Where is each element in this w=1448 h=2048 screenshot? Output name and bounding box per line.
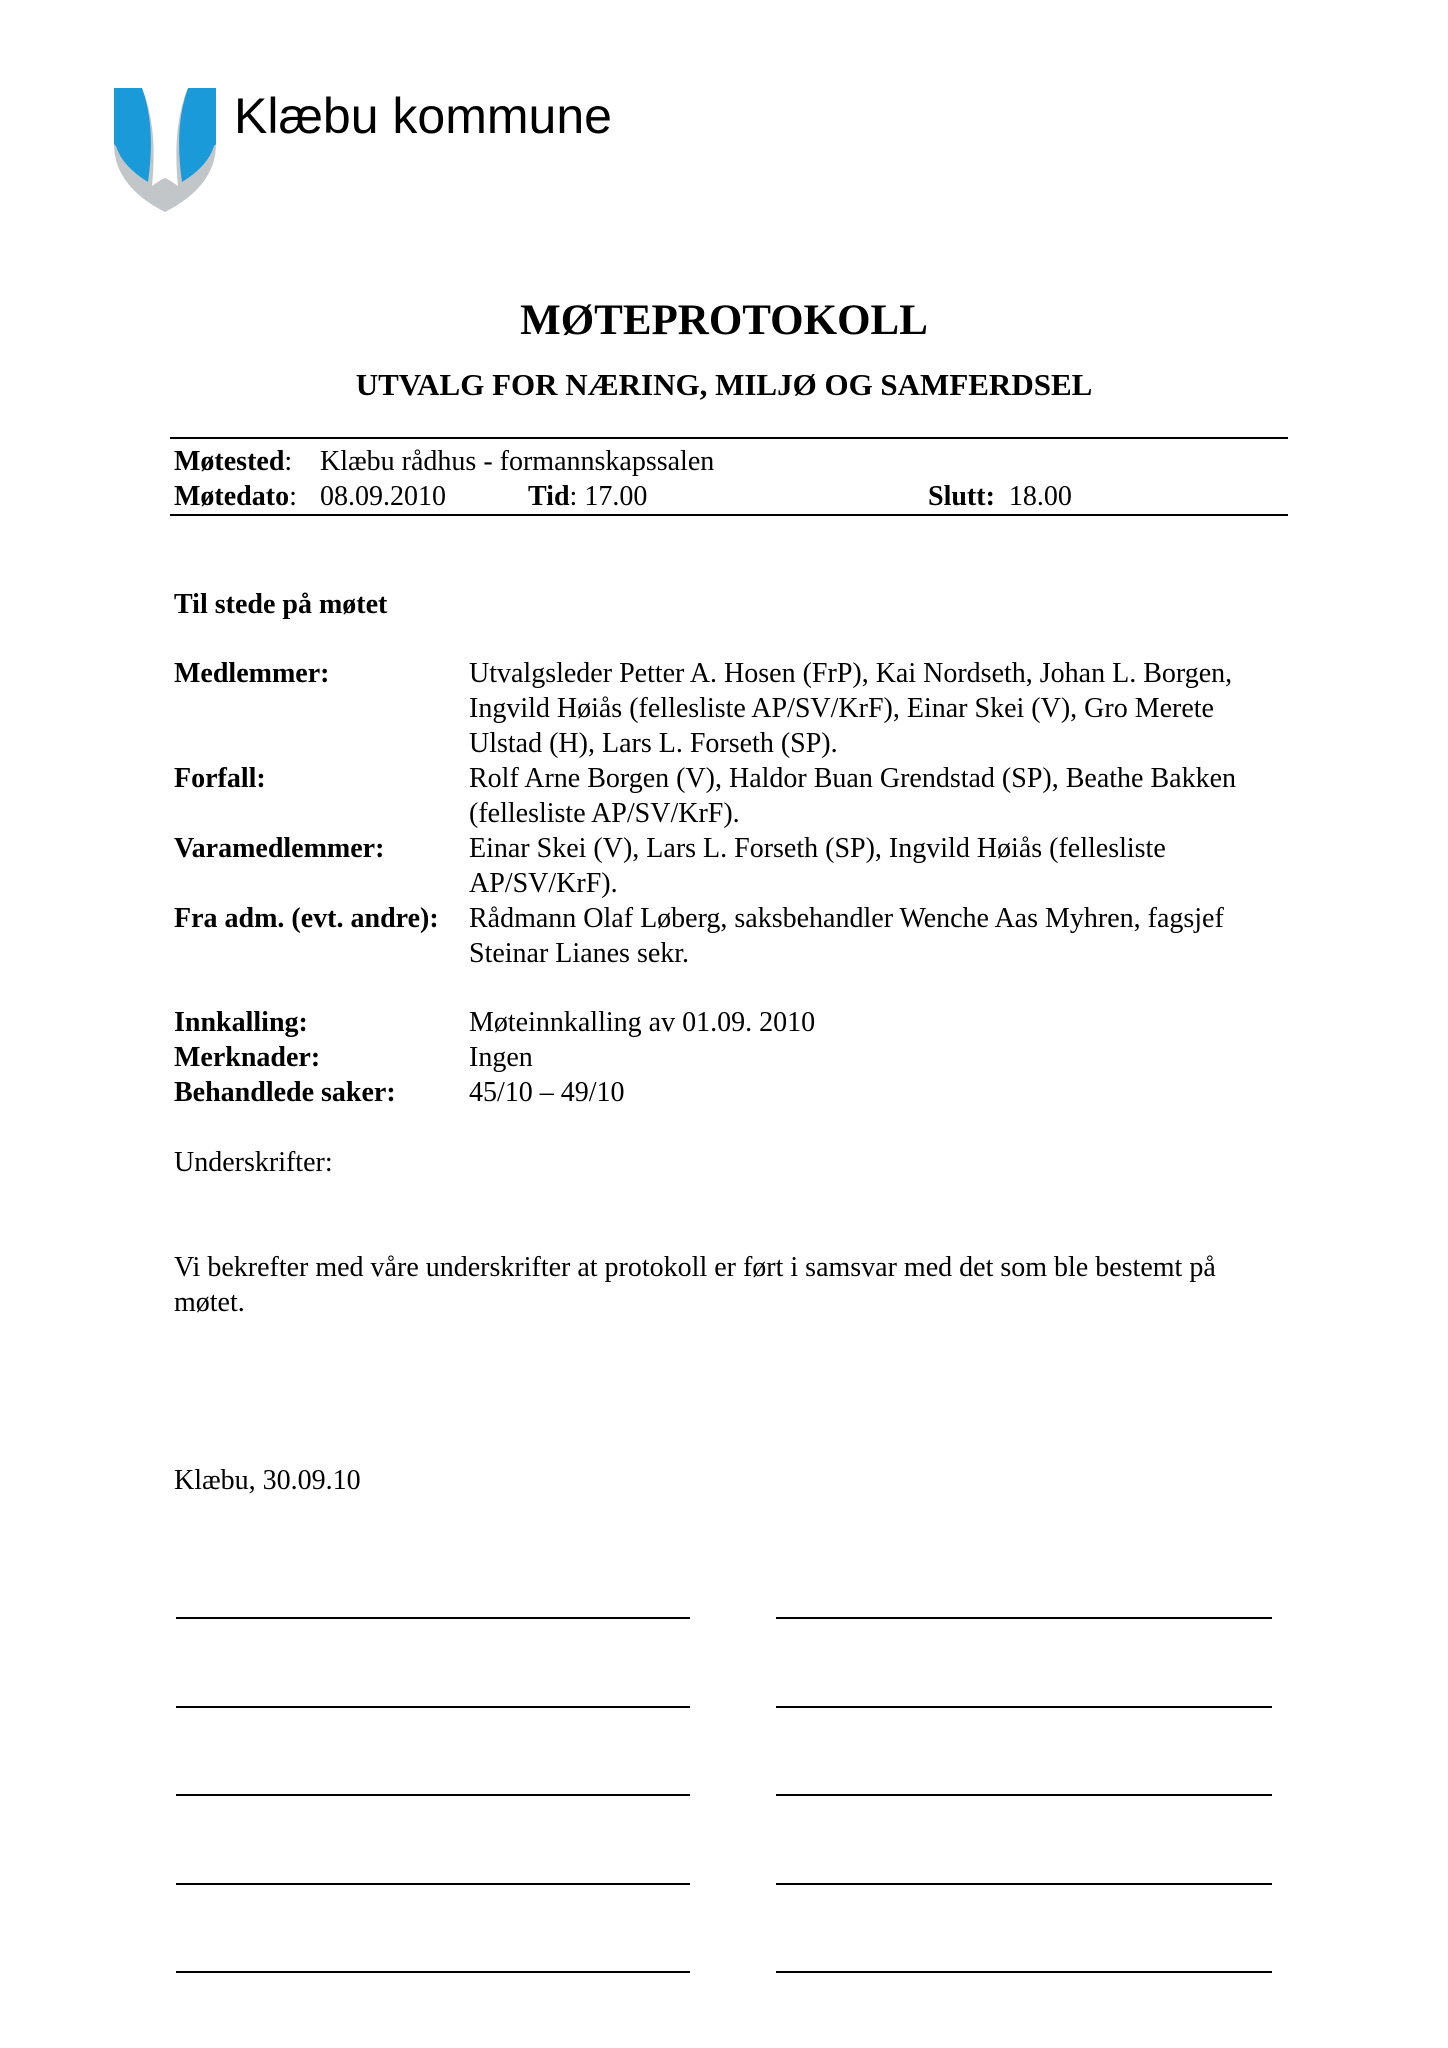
signature-line xyxy=(176,1617,690,1619)
members-line: Ulstad (H), Lars L. Forseth (SP). xyxy=(469,728,838,759)
remarks-label: Merknader: xyxy=(174,1042,321,1073)
signature-line xyxy=(176,1971,690,1973)
signature-line xyxy=(176,1794,690,1796)
admin-value xyxy=(469,901,1289,971)
meeting-time-value: 17.00 xyxy=(584,481,648,512)
meeting-date-value: 08.09.2010 xyxy=(320,481,446,512)
admin-line: Rådmann Olaf Løberg, saksbehandler Wenche Aas Myhren, fagsjef xyxy=(469,903,1224,934)
deputies-line: Einar Skei (V), Lars L. Forseth (SP), Ingvild Høiås (fellesliste xyxy=(469,833,1166,864)
signature-line xyxy=(776,1706,1272,1708)
signature-line xyxy=(176,1883,690,1885)
meeting-place-label: Møtested xyxy=(174,446,285,477)
members-value xyxy=(469,656,1289,761)
attendance-heading: Til stede på møtet xyxy=(174,589,388,620)
signature-line xyxy=(776,1971,1272,1973)
committee-name: UTVALG FOR NÆRING, MILJØ OG SAMFERDSEL xyxy=(355,367,1093,402)
admin-line: Steinar Lianes sekr. xyxy=(469,938,690,969)
meeting-place-value: Klæbu rådhus - formannskapssalen xyxy=(320,446,715,477)
meeting-time: Tid: 17.00 xyxy=(528,481,648,512)
meeting-place-row: Møtested: xyxy=(174,446,293,477)
signature-line xyxy=(776,1617,1272,1619)
meeting-end-label: Slutt: xyxy=(928,481,995,512)
deputies-label: Varamedlemmer: xyxy=(174,833,385,864)
signatures-heading: Underskrifter: xyxy=(174,1147,333,1178)
absent-line: (fellesliste AP/SV/KrF). xyxy=(469,798,740,829)
absent-label: Forfall: xyxy=(174,763,266,794)
remarks-value: Ingen xyxy=(469,1042,533,1073)
admin-label: Fra adm. (evt. andre): xyxy=(174,903,439,934)
statement-line: møtet. xyxy=(174,1287,245,1318)
municipality-crest-icon xyxy=(112,86,218,214)
deputies-value xyxy=(469,831,1289,901)
deputies-line: AP/SV/KrF). xyxy=(469,868,618,899)
members-label: Medlemmer: xyxy=(174,658,330,689)
signature-line xyxy=(176,1706,690,1708)
members-line: Ingvild Høiås (fellesliste AP/SV/KrF), Einar Skei (V), Gro Merete xyxy=(469,693,1214,724)
meeting-date-row: Møtedato: xyxy=(174,481,297,512)
meeting-date-label: Møtedato xyxy=(174,481,290,512)
summons-label: Innkalling: xyxy=(174,1007,308,1038)
document-title: MØTEPROTOKOLL xyxy=(520,297,928,344)
absent-line: Rolf Arne Borgen (V), Haldor Buan Grendstad (SP), Beathe Bakken xyxy=(469,763,1236,794)
meeting-end-value: 18.00 xyxy=(1008,481,1072,512)
cases-label: Behandlede saker: xyxy=(174,1077,396,1108)
bottom-rule xyxy=(170,514,1288,516)
place-date: Klæbu, 30.09.10 xyxy=(174,1465,361,1496)
meeting-time-label: Tid xyxy=(528,481,570,512)
members-line: Utvalgsleder Petter A. Hosen (FrP), Kai Nordseth, Johan L. Borgen, xyxy=(469,658,1233,689)
signature-line xyxy=(776,1794,1272,1796)
statement-line: Vi bekrefter med våre underskrifter at protokoll er ført i samsvar med det som ble bestemt på xyxy=(174,1252,1216,1283)
municipality-name: Klæbu kommune xyxy=(234,88,612,144)
summons-value: Møteinnkalling av 01.09. 2010 xyxy=(469,1007,816,1038)
absent-value xyxy=(469,761,1289,831)
signature-statement xyxy=(174,1250,1284,1320)
cases-value: 45/10 – 49/10 xyxy=(469,1077,625,1108)
top-rule xyxy=(170,437,1288,439)
signature-line xyxy=(776,1883,1272,1885)
meeting-end xyxy=(928,479,1072,515)
